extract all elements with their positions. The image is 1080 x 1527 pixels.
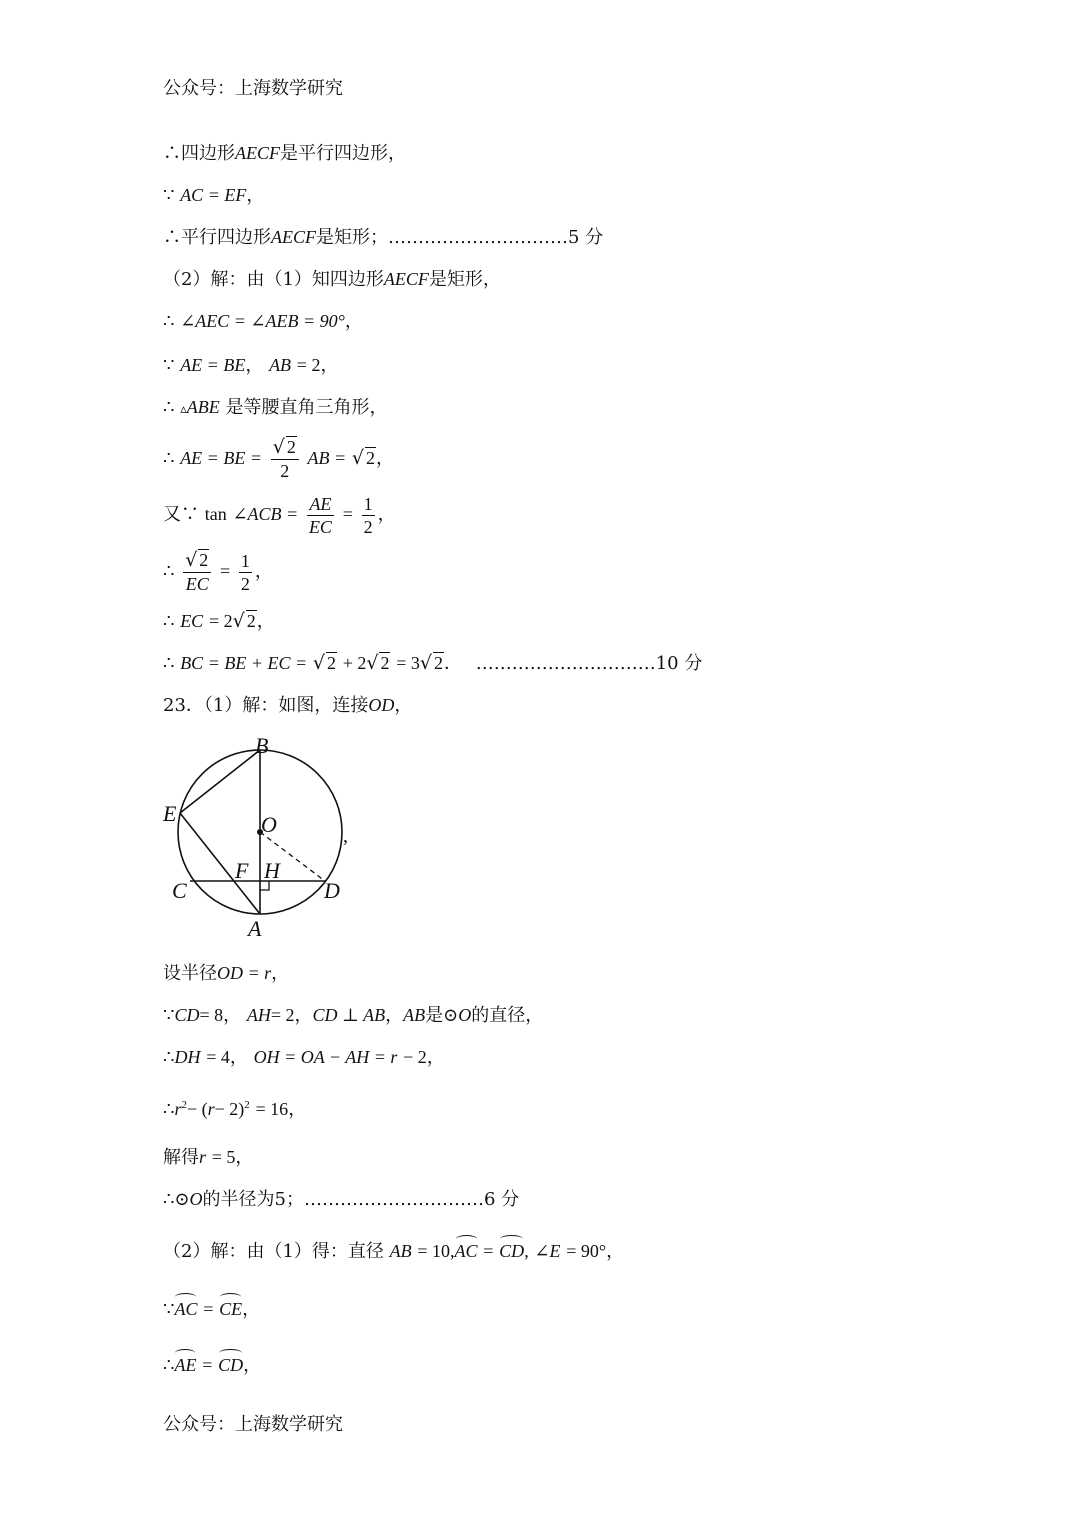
line-10: [163, 543, 273, 600]
text: ∴: [163, 397, 175, 418]
math: ∠AEC = ∠AEB = 90°: [180, 311, 345, 331]
math: AB =: [307, 448, 347, 468]
math: = 3: [396, 653, 420, 673]
text: ，: [243, 1355, 262, 1376]
text: ∴⊙: [163, 1189, 190, 1210]
math: EC: [180, 611, 204, 631]
label-o: O: [261, 812, 277, 837]
line-8: [163, 430, 394, 487]
arc-ac: AC: [174, 1296, 197, 1322]
fraction: [307, 493, 334, 538]
denominator: EC: [308, 516, 332, 537]
text: ∵: [163, 355, 175, 376]
fraction: [183, 549, 211, 595]
text: ，: [376, 448, 395, 469]
line-7: [163, 394, 387, 423]
math: r: [199, 1147, 207, 1167]
text: 是矩形；: [316, 227, 388, 248]
label-e: E: [163, 801, 177, 826]
radicand: 2: [433, 653, 443, 673]
text: （2）解：由（1）得：直径: [163, 1241, 384, 1262]
math: = 8，: [199, 1005, 242, 1025]
math: =: [203, 1299, 214, 1319]
math: = 4: [206, 1047, 230, 1067]
text: ，: [385, 1005, 404, 1026]
text: ∴: [163, 1355, 175, 1376]
line-4: [163, 266, 501, 293]
math: AE = BE =: [180, 448, 262, 468]
math: CD ⊥ AB: [312, 1005, 386, 1025]
arc-cd: CD: [218, 1352, 243, 1378]
fraction: [362, 493, 375, 538]
text: 是矩形，: [428, 269, 501, 290]
arc-cd: CD: [499, 1238, 524, 1264]
math: AH: [246, 1005, 271, 1025]
text: ∴: [163, 448, 175, 469]
text: 是⊙: [425, 1005, 459, 1026]
math: =: [342, 504, 353, 524]
text: （2）解：由（1）知四边形: [163, 269, 384, 290]
line-12: [163, 650, 702, 677]
circle-figure: [160, 730, 360, 945]
math: AB: [403, 1005, 426, 1025]
score: …………………………5 分: [388, 227, 604, 248]
sqrt-sign: √: [351, 447, 365, 469]
text: ，: [426, 1047, 445, 1068]
label-a: A: [248, 916, 262, 941]
label-d: D: [324, 878, 340, 903]
arc-ae: AE: [174, 1352, 196, 1378]
label-b: B: [255, 733, 269, 758]
math: ABE: [186, 397, 220, 417]
line-22: [163, 1352, 261, 1379]
line-3: [163, 224, 603, 251]
figure-trailing-comma: ,: [343, 825, 348, 847]
text: 是平行四边形，: [280, 143, 406, 164]
math: AC = EF: [180, 185, 247, 205]
text: ，: [229, 1047, 248, 1068]
math: OD: [368, 695, 395, 715]
math: tan: [204, 504, 227, 524]
text: 23．（1）解：如图，连接: [163, 695, 369, 716]
numerator: 1: [240, 550, 250, 571]
header: 公众号：上海数学研究: [163, 78, 343, 99]
radicand: 2: [380, 653, 390, 673]
math: = 90°: [566, 1241, 607, 1261]
text: ∵: [163, 1299, 175, 1320]
radicand: 2: [326, 653, 336, 673]
text: ，: [246, 185, 265, 206]
text: 又∵: [163, 504, 199, 525]
math: OH = OA − AH = r: [253, 1047, 398, 1067]
math: = 2: [208, 611, 233, 631]
triangle-symbol: ▵: [180, 402, 187, 417]
math: − (: [186, 1099, 208, 1119]
line-2: [163, 182, 264, 209]
text: ，: [288, 1099, 307, 1120]
exponent: 2: [181, 1099, 187, 1111]
radicand: 2: [246, 611, 256, 631]
text: ，: [320, 355, 339, 376]
sqrt-sign: √: [312, 652, 325, 674]
text: ∴: [163, 611, 175, 632]
text: ，: [254, 561, 273, 582]
sqrt-sign: √: [366, 652, 379, 674]
footer: 公众号：上海数学研究: [163, 1414, 343, 1435]
text: ，: [235, 1147, 254, 1168]
line-11: [163, 608, 275, 635]
line-16: [163, 1044, 445, 1071]
math: = 2: [296, 355, 321, 375]
math: BC = BE + EC =: [180, 653, 308, 673]
line-1: [163, 140, 406, 167]
text: ，: [377, 504, 396, 525]
denominator: 2: [280, 461, 290, 481]
numerator: AE: [307, 493, 334, 516]
math: = 10,: [417, 1241, 455, 1261]
text: ∴: [163, 1099, 175, 1120]
math: r: [174, 1099, 182, 1119]
text: ，: [394, 695, 413, 716]
math: =: [202, 1355, 213, 1375]
text: ∵: [163, 185, 175, 206]
text: 的半径为5；: [202, 1189, 304, 1210]
math: − 2: [403, 1047, 427, 1067]
text: 设半径: [163, 963, 217, 984]
line-5: [163, 308, 363, 335]
math: AB: [269, 355, 292, 375]
exponent: 2: [244, 1099, 250, 1111]
math: AECF: [383, 269, 429, 289]
text: ∴: [163, 653, 175, 674]
text: ∴: [163, 1047, 175, 1068]
math: ∠ACB =: [232, 504, 299, 524]
text: ，: [271, 963, 290, 984]
math: O: [458, 1005, 472, 1025]
math: =: [483, 1241, 494, 1261]
text: ∴平行四边形: [163, 227, 271, 248]
label-h: H: [264, 858, 280, 883]
text: ∴四边形: [163, 143, 235, 164]
text: ∴: [163, 311, 175, 332]
radicand: 2: [366, 448, 376, 468]
sqrt-sign: √: [419, 652, 432, 674]
math: = 2，: [270, 1005, 313, 1025]
line-17: [163, 1092, 306, 1123]
text: ，: [245, 355, 264, 376]
text: ∵: [163, 1005, 175, 1026]
radicand: 2: [286, 437, 296, 457]
math: = 5: [211, 1147, 236, 1167]
text: ，: [256, 611, 275, 632]
text: ，: [344, 311, 363, 332]
math: AECF: [271, 227, 316, 247]
fraction: [239, 550, 252, 595]
math: O: [189, 1189, 203, 1209]
fraction: [271, 436, 299, 482]
math: AECF: [235, 143, 280, 163]
math: AB: [389, 1241, 412, 1261]
sqrt-sign: √: [185, 549, 198, 571]
text: ．: [443, 653, 462, 674]
math: =: [220, 561, 231, 581]
line-21: [163, 1296, 260, 1323]
line-15: [163, 1002, 543, 1029]
sqrt-sign: √: [232, 610, 245, 632]
numerator: 1: [363, 493, 373, 514]
text: ∴: [163, 561, 175, 582]
text: 解得: [163, 1147, 199, 1168]
score: …………………………10 分: [475, 653, 703, 674]
radicand: 2: [199, 550, 209, 570]
math: r: [207, 1099, 215, 1119]
line-18: [163, 1144, 253, 1171]
denominator: EC: [185, 574, 209, 594]
line-6: [163, 352, 338, 379]
line-14: [163, 960, 289, 987]
math: + 2: [342, 653, 367, 673]
segment-eb: [180, 750, 260, 813]
line-9: [163, 486, 396, 543]
math: OD = r: [217, 963, 272, 983]
math: ∠E: [534, 1241, 561, 1261]
math: DH: [174, 1047, 201, 1067]
label-f: F: [235, 858, 249, 883]
math: CD: [174, 1005, 200, 1025]
math: ,: [524, 1241, 529, 1261]
text: 是等腰直角三角形，: [225, 397, 388, 418]
math: = 16: [255, 1099, 289, 1119]
denominator: 2: [363, 516, 373, 537]
math: AE = BE: [180, 355, 246, 375]
text: ，: [606, 1241, 625, 1262]
label-c: C: [172, 878, 187, 903]
sqrt-sign: √: [272, 436, 285, 458]
text: ，: [242, 1299, 261, 1320]
arc-ce: CE: [219, 1296, 242, 1322]
denominator: 2: [240, 573, 250, 594]
line-19: [163, 1186, 519, 1213]
score: …………………………6 分: [304, 1189, 520, 1210]
math: − 2): [214, 1099, 245, 1119]
line-20: [163, 1238, 624, 1265]
arc-ac: AC: [455, 1238, 478, 1264]
line-13: [163, 692, 412, 719]
text: 的直径，: [471, 1005, 544, 1026]
